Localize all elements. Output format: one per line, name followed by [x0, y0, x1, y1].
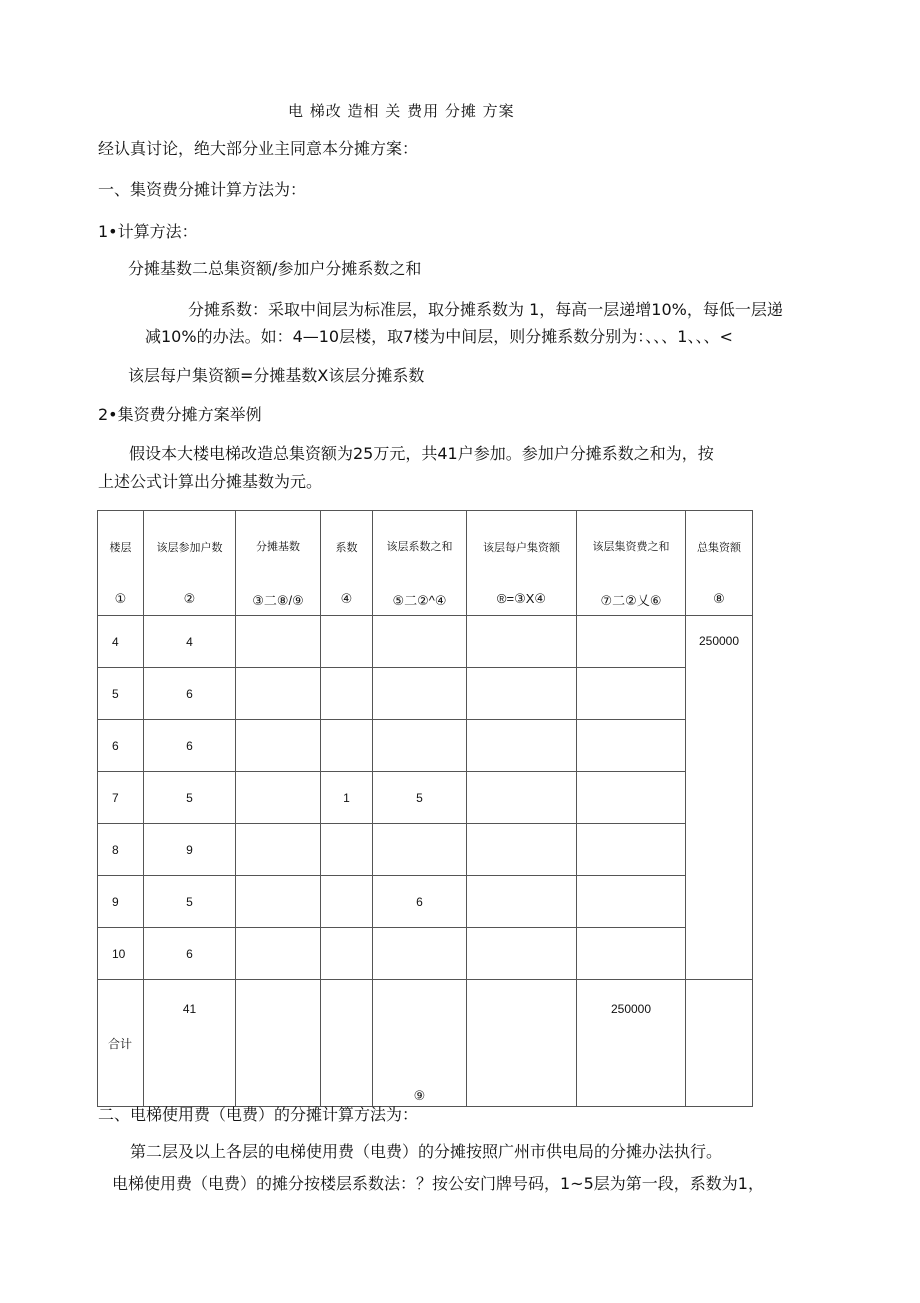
total-label-cell: 合计: [98, 980, 144, 1107]
table-row: [98, 876, 753, 928]
total-households-cell: 41: [144, 980, 236, 1107]
coef-cell: [321, 876, 373, 928]
header-symbol: ②: [183, 591, 196, 606]
per-household-cell: [467, 668, 577, 720]
floor-total-cell: [577, 928, 686, 980]
floor-total-cell: [577, 772, 686, 824]
households-cell: 6: [144, 720, 236, 772]
header-cell: [236, 511, 321, 616]
floor-cell: 8: [98, 824, 144, 876]
header-label: 总集资额: [697, 542, 741, 554]
header-cell: [98, 511, 144, 616]
header-symbol: ①: [114, 591, 127, 606]
per-household-cell: [467, 928, 577, 980]
header-symbol: ⑤二②^④: [392, 592, 447, 608]
floor-cell: 10: [98, 928, 144, 980]
floor-cell: 6: [98, 720, 144, 772]
table-row: [98, 772, 753, 824]
households-cell: 6: [144, 668, 236, 720]
coef-sum-cell: [373, 824, 467, 876]
households-cell: 9: [144, 824, 236, 876]
coef-cell: [321, 668, 373, 720]
floor-cell: 4: [98, 616, 144, 668]
section-2-para-1: 第二层及以上各层的电梯使用费（电费）的分摊按照广州市供电局的分摊办法执行。: [130, 1142, 723, 1161]
header-symbol: ®=③X④: [496, 591, 547, 606]
households-cell: 6: [144, 928, 236, 980]
floor-cell: 5: [98, 668, 144, 720]
per-household-cell: [467, 876, 577, 928]
coef-sum-cell: [373, 720, 467, 772]
subsection-2-heading: 2•集资费分摊方案举例: [98, 405, 262, 424]
coefficient-desc-line-2: 减10%的办法。如：4—10层楼，取7楼为中间层，则分摊系数分别为：、、、1、、、<: [145, 327, 733, 346]
section-1-heading: 一、集资费分摊计算方法为：: [98, 180, 307, 199]
table-row: [98, 928, 753, 980]
floor-cell: 9: [98, 876, 144, 928]
header-label: 该层系数之和: [386, 540, 453, 553]
header-symbol: ④: [340, 591, 353, 606]
coef-cell: [321, 928, 373, 980]
households-cell: 4: [144, 616, 236, 668]
header-label: 该层集资费之和: [592, 540, 670, 553]
formula-per-household: 该层每户集资额=分摊基数X该层分摊系数: [128, 366, 425, 385]
header-cell: [373, 511, 467, 616]
header-cell: [321, 511, 373, 616]
base-cell: [236, 928, 321, 980]
coef-sum-cell: [373, 928, 467, 980]
example-line-2: 上述公式计算出分摊基数为元。: [98, 472, 323, 491]
header-symbol: ⑦二②乂⑥: [600, 592, 662, 608]
header-symbol: ③二⑧/⑨: [252, 592, 304, 608]
per-household-cell: [467, 824, 577, 876]
header-symbol: ⑧: [713, 591, 725, 606]
coef-cell: [321, 720, 373, 772]
table-row: [98, 720, 753, 772]
total-coef-sum-cell: ⑨: [373, 980, 467, 1107]
floor-total-cell: [577, 668, 686, 720]
header-cell: [467, 511, 577, 616]
coef-cell: 1: [321, 772, 373, 824]
section-2-para-2: 电梯使用费（电费）的摊分按楼层系数法：？按公安门牌号码，1~5层为第一段，系数为1，: [112, 1174, 764, 1193]
total-coef-cell: [321, 980, 373, 1107]
per-household-cell: [467, 772, 577, 824]
base-cell: [236, 876, 321, 928]
formula-base: 分摊基数二总集资额/参加户分摊系数之和: [128, 259, 422, 278]
total-grand-cell: [686, 980, 753, 1107]
coef-sum-cell: [373, 668, 467, 720]
coef-cell: [321, 616, 373, 668]
subsection-1-heading: 1•计算方法：: [98, 222, 198, 241]
total-row: [98, 980, 753, 1107]
table-row: [98, 668, 753, 720]
per-household-cell: [467, 720, 577, 772]
total-base-cell: [236, 980, 321, 1107]
coef-sum-cell: 5: [373, 772, 467, 824]
base-cell: [236, 824, 321, 876]
table-header-row: [98, 511, 753, 616]
floor-total-cell: [577, 824, 686, 876]
base-cell: [236, 668, 321, 720]
households-cell: 5: [144, 876, 236, 928]
header-label: 楼层: [109, 542, 132, 554]
example-line-1: 假设本大楼电梯改造总集资额为25万元，共41户参加。参加户分摊系数之和为，按: [129, 444, 714, 463]
allocation-table: [97, 510, 753, 1107]
floor-cell: 7: [98, 772, 144, 824]
base-cell: [236, 772, 321, 824]
header-label: 该层每户集资额: [483, 542, 560, 554]
header-cell: [577, 511, 686, 616]
floor-total-cell: [577, 720, 686, 772]
coef-sum-cell: 6: [373, 876, 467, 928]
document-title: 电 梯改 造相 关 费用 分摊 方案: [288, 102, 515, 120]
total-per-household-cell: [467, 980, 577, 1107]
per-household-cell: [467, 616, 577, 668]
section-2-heading: 二、电梯使用费（电费）的分摊计算方法为：: [98, 1105, 419, 1124]
table-row: [98, 824, 753, 876]
header-label: 分摊基数: [256, 540, 300, 553]
coefficient-desc-line-1: 分摊系数：采取中间层为标准层，取分摊系数为 1，每高一层递增10%，每低一层递: [188, 300, 783, 319]
grand-total-cell: 250000: [686, 616, 753, 980]
total-floor-total-cell: 250000: [577, 980, 686, 1107]
coef-cell: [321, 824, 373, 876]
coef-sum-cell: [373, 616, 467, 668]
table-row: [98, 616, 753, 668]
header-label: 系数: [335, 542, 358, 554]
header-cell: [144, 511, 236, 616]
households-cell: 5: [144, 772, 236, 824]
header-label: 该层参加户数: [156, 542, 223, 554]
base-cell: [236, 616, 321, 668]
base-cell: [236, 720, 321, 772]
header-cell: [686, 511, 753, 616]
intro-text: 经认真讨论，绝大部分业主同意本分摊方案：: [98, 139, 419, 158]
floor-total-cell: [577, 616, 686, 668]
floor-total-cell: [577, 876, 686, 928]
